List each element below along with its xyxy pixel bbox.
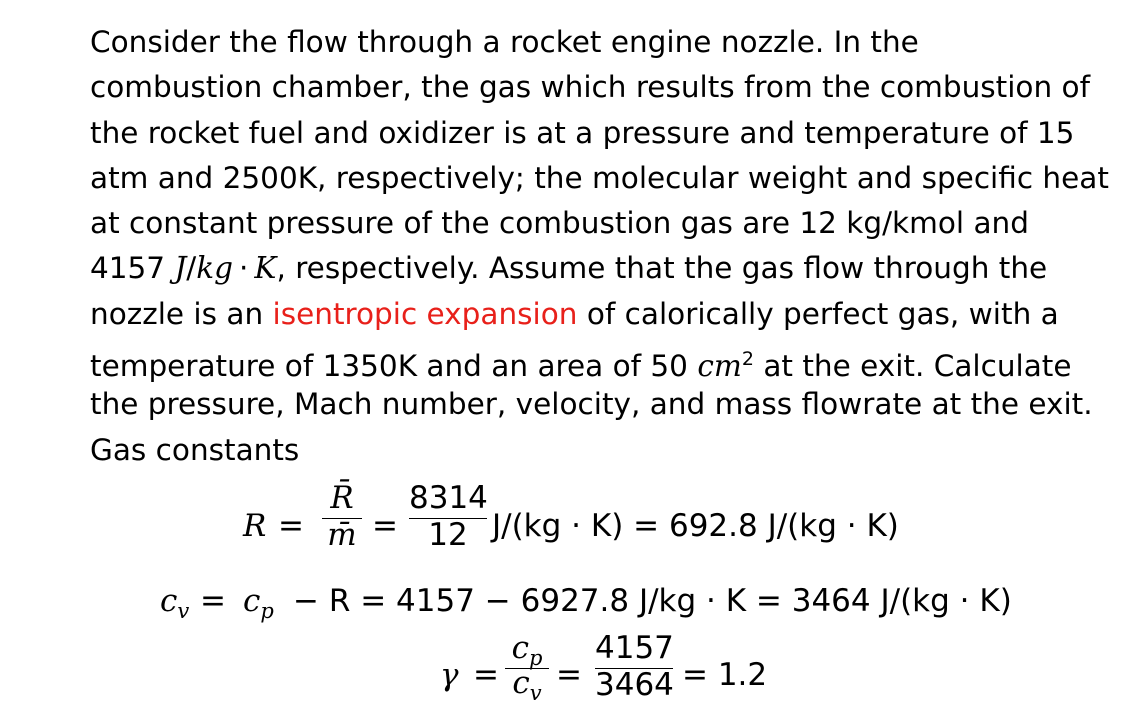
line6-start: 4157 [90, 251, 175, 286]
eq3-equals-1: = [473, 657, 499, 693]
text-line-4: atm and 2500K, respectively; the molecular weight and specific heat [90, 160, 1109, 195]
eq3-frac2-num: 4157 [595, 630, 674, 666]
unit-exponent: 2 [741, 348, 754, 371]
eq1-lhs: R [243, 508, 267, 544]
unit-cm: cm [697, 348, 742, 383]
line7-start: nozzle is an [90, 296, 273, 331]
text-line-6: 4157 J/kg · K, respectively. Assume that the gas flow through the [90, 251, 1048, 286]
highlighted-term: isentropic expansion [272, 296, 578, 331]
eq1-equals-2: = [372, 508, 398, 544]
unit-K: K [254, 251, 277, 286]
eq3-frac1-den: $c_v$ [512, 665, 542, 705]
eq1-frac2-den: 12 [428, 517, 468, 553]
text-line-2: combustion chamber, the gas which results from the combustion of [90, 70, 1090, 105]
eq1-fraction-numeric [409, 480, 487, 553]
eq1-equals-1: = [278, 508, 304, 544]
line8-end: at the exit. Calculate [753, 348, 1072, 383]
line8-start: temperature of 1350K and an area of 50 [90, 348, 698, 383]
unit-J: J [174, 251, 187, 286]
text-line-7 [90, 292, 1130, 337]
eq3-fraction-symbolic [505, 630, 549, 705]
eq2-rest: − R = 4157 − 6927.8 J/kg · K = 3464 J/(kg · K) [293, 583, 1012, 619]
eq1-rhs: J/(kg · K) = 692.8 J/(kg · K) [492, 508, 899, 544]
text-line-5: at constant pressure of the combustion gas are 12 kg/kmol and [90, 206, 1029, 241]
eq3-lhs: γ [440, 657, 459, 693]
eq1-fraction-symbolic [322, 480, 362, 553]
text-line-1: Consider the flow through a rocket engine nozzle. In the [90, 25, 919, 59]
text-line-3: the rocket fuel and oxidizer is at a pressure and temperature of 15 [90, 115, 1075, 150]
text-line-9: the pressure, Mach number, velocity, and mass flowrate at the exit. [90, 387, 1093, 422]
text-line-10: Gas constants [90, 432, 300, 467]
line7-end: of calorically perfect gas, with a [577, 296, 1059, 331]
unit-kg: kg [196, 251, 233, 286]
eq1-frac1-den: m̄ [327, 517, 357, 553]
eq2-cp: $c_p$ [243, 583, 274, 623]
eq3-result: = 1.2 [682, 657, 768, 693]
eq3-frac2-den: 3464 [595, 667, 674, 703]
eq2-equals: = [200, 583, 226, 619]
eq2-lhs: $c_v$ [160, 583, 190, 623]
text-line-8 [90, 337, 1130, 382]
eq3-frac1-num: $c_p$ [511, 630, 543, 670]
line6-end: , respectively. Assume that the gas flow through the [276, 251, 1048, 286]
eq1-frac1-num: R̄ [330, 480, 354, 516]
eq1-frac2-num: 8314 [409, 480, 488, 516]
eq3-equals-2: = [556, 657, 582, 693]
problem-statement [90, 20, 1130, 473]
eq3-fraction-numeric [595, 630, 673, 703]
